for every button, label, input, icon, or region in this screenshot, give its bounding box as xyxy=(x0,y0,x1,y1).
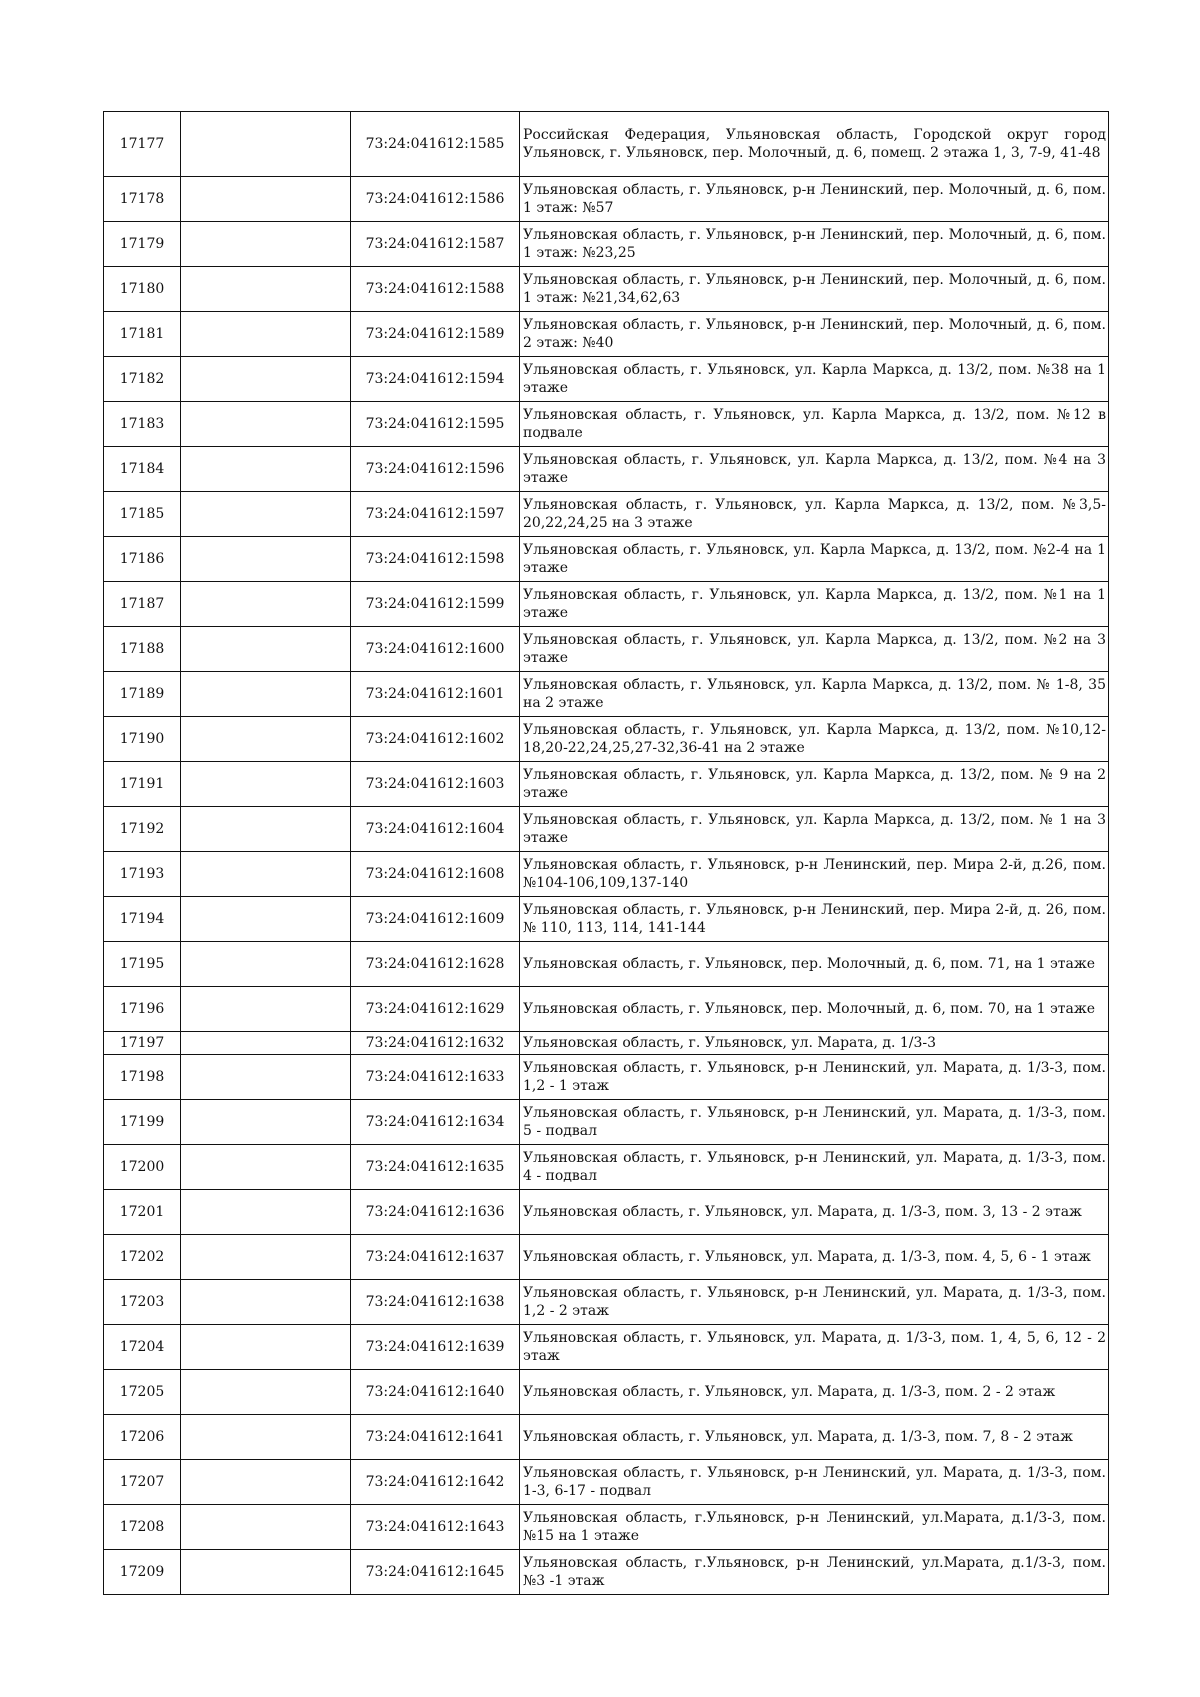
cadastral-number-cell: 73:24:041612:1588 xyxy=(351,267,520,312)
row-number-cell: 17181 xyxy=(104,312,181,357)
cadastral-number-cell: 73:24:041612:1629 xyxy=(351,987,520,1032)
empty-cell xyxy=(181,852,351,897)
table-row xyxy=(104,1550,1109,1595)
cadastral-number-cell: 73:24:041612:1608 xyxy=(351,852,520,897)
address-cell: Ульяновская область, г.Ульяновск, р-н Ленинский, ул.Марата, д.1/3-3, пом. №15 на 1 этаже xyxy=(520,1505,1109,1550)
empty-cell xyxy=(181,807,351,852)
address-cell: Ульяновская область, г. Ульяновск, ул. Карла Маркса, д. 13/2, пом. №2 на 3 этаже xyxy=(520,627,1109,672)
empty-cell xyxy=(181,672,351,717)
empty-cell xyxy=(181,582,351,627)
table-row xyxy=(104,1325,1109,1370)
table-row xyxy=(104,1415,1109,1460)
cadastral-number-cell: 73:24:041612:1596 xyxy=(351,447,520,492)
empty-cell xyxy=(181,762,351,807)
address-cell: Ульяновская область, г. Ульяновск, р-н Ленинский, пер. Молочный, д. 6, пом. 1 этаж: №57 xyxy=(520,177,1109,222)
table-row xyxy=(104,942,1109,987)
row-number-cell: 17198 xyxy=(104,1055,181,1100)
empty-cell xyxy=(181,1235,351,1280)
address-cell: Ульяновская область, г. Ульяновск, р-н Ленинский, ул. Марата, д. 1/3-3, пом. 1,2 - 2 этаж xyxy=(520,1280,1109,1325)
empty-cell xyxy=(181,1370,351,1415)
address-cell: Ульяновская область, г. Ульяновск, р-н Ленинский, ул. Марата, д. 1/3-3, пом. 1-3, 6-17 - подвал xyxy=(520,1460,1109,1505)
address-cell: Ульяновская область, г. Ульяновск, р-н Ленинский, ул. Марата, д. 1/3-3, пом. 5 - подвал xyxy=(520,1100,1109,1145)
row-number-cell: 17192 xyxy=(104,807,181,852)
table-row xyxy=(104,1460,1109,1505)
row-number-cell: 17207 xyxy=(104,1460,181,1505)
address-cell: Ульяновская область, г. Ульяновск, ул. Карла Маркса, д. 13/2, пом. №10,12-18,20-22,24,25,27-32,36-41 на 2 этаже xyxy=(520,717,1109,762)
address-cell: Ульяновская область, г. Ульяновск, р-н Ленинский, пер. Молочный, д. 6, пом. 2 этаж: №40 xyxy=(520,312,1109,357)
table-row xyxy=(104,627,1109,672)
table-row xyxy=(104,1055,1109,1100)
address-cell: Ульяновская область, г. Ульяновск, ул. Карла Маркса, д. 13/2, пом. №2-4 на 1 этаже xyxy=(520,537,1109,582)
address-cell: Ульяновская область, г. Ульяновск, ул. Карла Маркса, д. 13/2, пом. №38 на 1 этаже xyxy=(520,357,1109,402)
address-cell: Ульяновская область, г. Ульяновск, ул. Карла Маркса, д. 13/2, пом. №3,5-20,22,24,25 на 3 этаже xyxy=(520,492,1109,537)
address-cell: Ульяновская область, г. Ульяновск, р-н Ленинский, ул. Марата, д. 1/3-3, пом. 1,2 - 1 этаж xyxy=(520,1055,1109,1100)
cadastral-number-cell: 73:24:041612:1639 xyxy=(351,1325,520,1370)
address-cell: Ульяновская область, г. Ульяновск, ул. Карла Маркса, д. 13/2, пом. №4 на 3 этаже xyxy=(520,447,1109,492)
cadastral-number-cell: 73:24:041612:1604 xyxy=(351,807,520,852)
cadastral-number-cell: 73:24:041612:1585 xyxy=(351,112,520,177)
cadastral-number-cell: 73:24:041612:1609 xyxy=(351,897,520,942)
cadastral-number-cell: 73:24:041612:1632 xyxy=(351,1032,520,1055)
address-cell: Ульяновская область, г. Ульяновск, ул. Карла Маркса, д. 13/2, пом. №12 в подвале xyxy=(520,402,1109,447)
property-registry-table xyxy=(103,111,1109,1595)
table-row xyxy=(104,807,1109,852)
cadastral-number-cell: 73:24:041612:1597 xyxy=(351,492,520,537)
empty-cell xyxy=(181,222,351,267)
row-number-cell: 17182 xyxy=(104,357,181,402)
row-number-cell: 17191 xyxy=(104,762,181,807)
address-cell: Ульяновская область, г. Ульяновск, пер. Молочный, д. 6, пом. 70, на 1 этаже xyxy=(520,987,1109,1032)
table-row xyxy=(104,537,1109,582)
address-cell: Ульяновская область, г. Ульяновск, р-н Ленинский, ул. Марата, д. 1/3-3, пом. 4 - подвал xyxy=(520,1145,1109,1190)
empty-cell xyxy=(181,177,351,222)
table-row xyxy=(104,1370,1109,1415)
empty-cell xyxy=(181,987,351,1032)
address-cell: Ульяновская область, г. Ульяновск, ул. Карла Маркса, д. 13/2, пом. №1 на 1 этаже xyxy=(520,582,1109,627)
row-number-cell: 17194 xyxy=(104,897,181,942)
row-number-cell: 17180 xyxy=(104,267,181,312)
table-row xyxy=(104,987,1109,1032)
table-row xyxy=(104,402,1109,447)
cadastral-number-cell: 73:24:041612:1601 xyxy=(351,672,520,717)
address-cell: Ульяновская область, г. Ульяновск, ул. Марата, д. 1/3-3, пом. 3, 13 - 2 этаж xyxy=(520,1190,1109,1235)
row-number-cell: 17195 xyxy=(104,942,181,987)
table-row xyxy=(104,447,1109,492)
table-row xyxy=(104,582,1109,627)
table-row xyxy=(104,267,1109,312)
row-number-cell: 17199 xyxy=(104,1100,181,1145)
empty-cell xyxy=(181,1325,351,1370)
address-cell: Ульяновская область, г. Ульяновск, р-н Ленинский, пер. Мира 2-й, д. 26, пом. № 110, 113, 114, 141-144 xyxy=(520,897,1109,942)
cadastral-number-cell: 73:24:041612:1586 xyxy=(351,177,520,222)
address-cell: Ульяновская область, г. Ульяновск, ул. Марата, д. 1/3-3, пом. 2 - 2 этаж xyxy=(520,1370,1109,1415)
table-row xyxy=(104,1235,1109,1280)
table-row xyxy=(104,1505,1109,1550)
cadastral-number-cell: 73:24:041612:1589 xyxy=(351,312,520,357)
address-cell: Ульяновская область, г.Ульяновск, р-н Ленинский, ул.Марата, д.1/3-3, пом. №3 -1 этаж xyxy=(520,1550,1109,1595)
address-cell: Ульяновская область, г. Ульяновск, р-н Ленинский, пер. Мира 2-й, д.26, пом. №104-106,109,137-140 xyxy=(520,852,1109,897)
table-row xyxy=(104,672,1109,717)
empty-cell xyxy=(181,897,351,942)
empty-cell xyxy=(181,492,351,537)
empty-cell xyxy=(181,1415,351,1460)
empty-cell xyxy=(181,1460,351,1505)
cadastral-number-cell: 73:24:041612:1642 xyxy=(351,1460,520,1505)
table-row xyxy=(104,112,1109,177)
cadastral-number-cell: 73:24:041612:1595 xyxy=(351,402,520,447)
empty-cell xyxy=(181,717,351,762)
row-number-cell: 17196 xyxy=(104,987,181,1032)
row-number-cell: 17205 xyxy=(104,1370,181,1415)
cadastral-number-cell: 73:24:041612:1599 xyxy=(351,582,520,627)
row-number-cell: 17187 xyxy=(104,582,181,627)
row-number-cell: 17183 xyxy=(104,402,181,447)
cadastral-number-cell: 73:24:041612:1633 xyxy=(351,1055,520,1100)
cadastral-number-cell: 73:24:041612:1641 xyxy=(351,1415,520,1460)
table-row xyxy=(104,762,1109,807)
empty-cell xyxy=(181,1190,351,1235)
address-cell: Ульяновская область, г. Ульяновск, р-н Ленинский, пер. Молочный, д. 6, пом. 1 этаж: №21,34,62,63 xyxy=(520,267,1109,312)
table-row xyxy=(104,717,1109,762)
empty-cell xyxy=(181,357,351,402)
row-number-cell: 17204 xyxy=(104,1325,181,1370)
row-number-cell: 17201 xyxy=(104,1190,181,1235)
row-number-cell: 17179 xyxy=(104,222,181,267)
address-cell: Ульяновская область, г. Ульяновск, пер. Молочный, д. 6, пом. 71, на 1 этаже xyxy=(520,942,1109,987)
empty-cell xyxy=(181,447,351,492)
cadastral-number-cell: 73:24:041612:1645 xyxy=(351,1550,520,1595)
row-number-cell: 17206 xyxy=(104,1415,181,1460)
row-number-cell: 17188 xyxy=(104,627,181,672)
cadastral-number-cell: 73:24:041612:1635 xyxy=(351,1145,520,1190)
row-number-cell: 17178 xyxy=(104,177,181,222)
address-cell: Ульяновская область, г. Ульяновск, ул. Марата, д. 1/3-3, пом. 4, 5, 6 - 1 этаж xyxy=(520,1235,1109,1280)
table-row xyxy=(104,222,1109,267)
row-number-cell: 17184 xyxy=(104,447,181,492)
row-number-cell: 17200 xyxy=(104,1145,181,1190)
empty-cell xyxy=(181,1505,351,1550)
registry-table-body xyxy=(104,112,1109,1595)
row-number-cell: 17190 xyxy=(104,717,181,762)
empty-cell xyxy=(181,1055,351,1100)
address-cell: Ульяновская область, г. Ульяновск, ул. Карла Маркса, д. 13/2, пом. № 1 на 3 этаже xyxy=(520,807,1109,852)
address-cell: Ульяновская область, г. Ульяновск, ул. Марата, д. 1/3-3, пом. 7, 8 - 2 этаж xyxy=(520,1415,1109,1460)
row-number-cell: 17185 xyxy=(104,492,181,537)
empty-cell xyxy=(181,112,351,177)
empty-cell xyxy=(181,1100,351,1145)
table-row xyxy=(104,1032,1109,1055)
cadastral-number-cell: 73:24:041612:1638 xyxy=(351,1280,520,1325)
cadastral-number-cell: 73:24:041612:1636 xyxy=(351,1190,520,1235)
empty-cell xyxy=(181,1280,351,1325)
cadastral-number-cell: 73:24:041612:1643 xyxy=(351,1505,520,1550)
cadastral-number-cell: 73:24:041612:1602 xyxy=(351,717,520,762)
empty-cell xyxy=(181,1032,351,1055)
row-number-cell: 17202 xyxy=(104,1235,181,1280)
cadastral-number-cell: 73:24:041612:1628 xyxy=(351,942,520,987)
row-number-cell: 17209 xyxy=(104,1550,181,1595)
table-row xyxy=(104,492,1109,537)
row-number-cell: 17208 xyxy=(104,1505,181,1550)
cadastral-number-cell: 73:24:041612:1637 xyxy=(351,1235,520,1280)
table-row xyxy=(104,852,1109,897)
address-cell: Ульяновская область, г. Ульяновск, ул. Карла Маркса, д. 13/2, пом. № 1-8, 35 на 2 этаже xyxy=(520,672,1109,717)
row-number-cell: 17197 xyxy=(104,1032,181,1055)
table-row xyxy=(104,897,1109,942)
table-row xyxy=(104,1280,1109,1325)
table-row xyxy=(104,1145,1109,1190)
cadastral-number-cell: 73:24:041612:1600 xyxy=(351,627,520,672)
cadastral-number-cell: 73:24:041612:1594 xyxy=(351,357,520,402)
row-number-cell: 17203 xyxy=(104,1280,181,1325)
address-cell: Ульяновская область, г. Ульяновск, ул. Карла Маркса, д. 13/2, пом. № 9 на 2 этаже xyxy=(520,762,1109,807)
empty-cell xyxy=(181,267,351,312)
cadastral-number-cell: 73:24:041612:1603 xyxy=(351,762,520,807)
table-row xyxy=(104,177,1109,222)
cadastral-number-cell: 73:24:041612:1598 xyxy=(351,537,520,582)
empty-cell xyxy=(181,402,351,447)
row-number-cell: 17193 xyxy=(104,852,181,897)
table-row xyxy=(104,357,1109,402)
empty-cell xyxy=(181,537,351,582)
table-row xyxy=(104,1100,1109,1145)
row-number-cell: 17189 xyxy=(104,672,181,717)
address-cell: Ульяновская область, г. Ульяновск, ул. Марата, д. 1/3-3, пом. 1, 4, 5, 6, 12 - 2 этаж xyxy=(520,1325,1109,1370)
empty-cell xyxy=(181,312,351,357)
empty-cell xyxy=(181,942,351,987)
empty-cell xyxy=(181,1145,351,1190)
empty-cell xyxy=(181,627,351,672)
address-cell: Ульяновская область, г. Ульяновск, ул. Марата, д. 1/3-3 xyxy=(520,1032,1109,1055)
row-number-cell: 17186 xyxy=(104,537,181,582)
empty-cell xyxy=(181,1550,351,1595)
address-cell: Российская Федерация, Ульяновская область, Городской округ город Ульяновск, г. Ульяновск, пер. Молочный, д. 6, помещ. 2 этажа 1, 3, 7-9, 41-48 xyxy=(520,112,1109,177)
table-row xyxy=(104,312,1109,357)
cadastral-number-cell: 73:24:041612:1640 xyxy=(351,1370,520,1415)
cadastral-number-cell: 73:24:041612:1634 xyxy=(351,1100,520,1145)
cadastral-number-cell: 73:24:041612:1587 xyxy=(351,222,520,267)
row-number-cell: 17177 xyxy=(104,112,181,177)
table-row xyxy=(104,1190,1109,1235)
address-cell: Ульяновская область, г. Ульяновск, р-н Ленинский, пер. Молочный, д. 6, пом. 1 этаж: №23,25 xyxy=(520,222,1109,267)
